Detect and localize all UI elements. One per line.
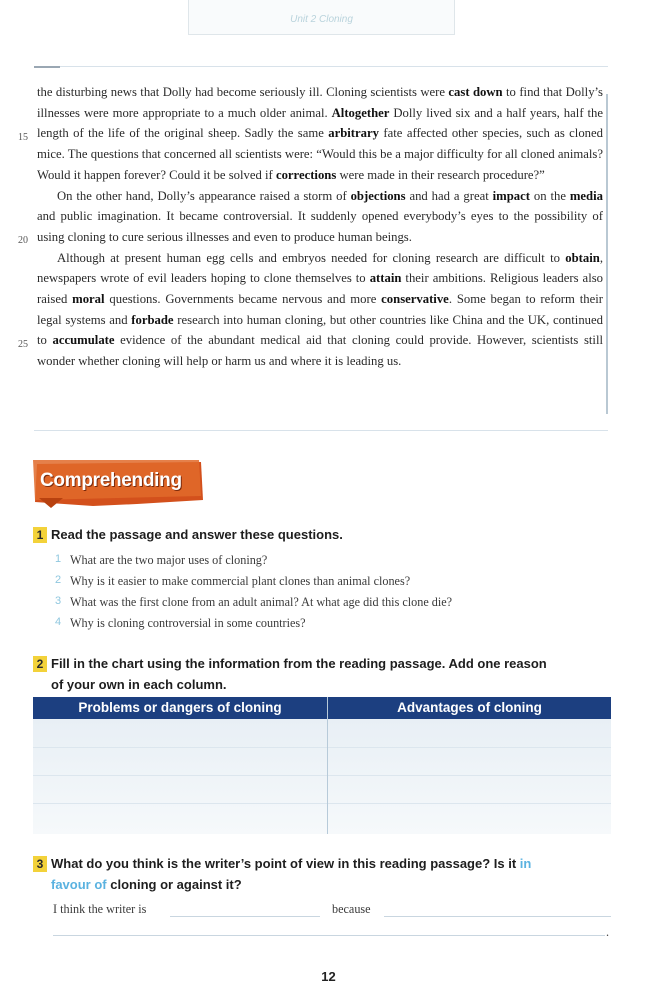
- vocabulary-word: obtain: [565, 250, 600, 265]
- passage-text: the disturbing news that Dolly had become seriously ill. Cloning scientists were: [37, 85, 449, 99]
- chart-answer-area[interactable]: [33, 719, 611, 834]
- item-text: What are the two major uses of cloning?: [70, 553, 268, 567]
- question-number-badge: 2: [33, 656, 47, 672]
- vocabulary-word: objections: [350, 188, 406, 203]
- section-banner-title: Comprehending: [40, 470, 182, 491]
- passage-paragraph: [37, 248, 603, 372]
- passage-text: evidence of the abundant medical aid that cloning could provide. However, scientists still wonder whether cloning will help or harm us and where it is leading us.: [37, 333, 604, 369]
- item-text: Why is cloning controversial in some countries?: [70, 616, 306, 630]
- passage-text: on the: [529, 188, 570, 203]
- passage-text: to find that Dolly’s illnesses were more appropriate to a much older animal.: [37, 85, 603, 120]
- question-number-badge: 1: [33, 527, 47, 543]
- passage-text: fate affected other species, such as cloned mice. The questions that concerned all scientists were: “Would this be a major difficulty for all cloned animals? Would it happen forever? Could it be solved if: [37, 126, 603, 182]
- passage-text: questions. Governments became nervous and more: [104, 292, 382, 307]
- question3-highlight: in: [519, 856, 532, 871]
- vocabulary-word: cast down: [448, 85, 503, 99]
- top-divider-accent: [34, 66, 60, 68]
- vocabulary-word: Altogether: [331, 105, 390, 120]
- margin-bar: [606, 94, 608, 414]
- passage-paragraph: [37, 186, 603, 248]
- question2-prompt-line2: of your own in each column.: [51, 677, 227, 692]
- question3-highlight: favour of: [51, 877, 107, 892]
- answer-blank[interactable]: [384, 916, 611, 917]
- vocabulary-word: impact: [492, 188, 530, 203]
- item-number: 3: [55, 595, 62, 607]
- answer-period: .: [606, 925, 610, 939]
- vocabulary-word: media: [569, 188, 603, 203]
- unit-title: Unit 2 Cloning: [290, 14, 353, 25]
- bottom-divider: [34, 430, 608, 431]
- item-number: 2: [55, 574, 62, 586]
- passage-text: , newspapers wrote of evil leaders hoping to clone themselves to: [37, 250, 603, 286]
- answer-because: because: [332, 902, 371, 916]
- top-divider: [34, 66, 608, 67]
- question-number-badge: 3: [33, 856, 47, 872]
- question3-text: cloning or against it?: [106, 877, 242, 892]
- passage-text: . Some began to reform their legal systems and: [37, 292, 603, 327]
- vocabulary-word: accumulate: [52, 333, 115, 348]
- item-text: Why is it easier to make commercial plant clones than animal clones?: [70, 574, 411, 588]
- page-number: 12: [321, 969, 336, 984]
- passage-text: research into human cloning, but other countries like China and the UK, continued to: [37, 312, 603, 348]
- line-number: 20: [18, 235, 28, 246]
- passage-text: Although at present human egg cells and embryos needed for cloning research are difficult to: [57, 250, 566, 265]
- item-number: 1: [55, 553, 62, 565]
- answer-blank[interactable]: [53, 935, 605, 936]
- cloning-chart: [33, 697, 611, 834]
- chart-rule: [33, 775, 611, 776]
- question1-prompt: Read the passage and answer these questions.: [51, 527, 343, 542]
- chart-header-problems: Problems or dangers of cloning: [78, 700, 282, 715]
- vocabulary-word: arbitrary: [328, 126, 379, 141]
- answer-prompt: I think the writer is: [53, 902, 147, 916]
- reading-passage: [37, 82, 603, 372]
- unit-header-tab: [188, 0, 455, 35]
- question2-prompt-line1: Fill in the chart using the information from the reading passage. Add one reason: [51, 656, 547, 671]
- passage-text: were made in their research procedure?”: [336, 167, 545, 182]
- question3-prompt-line1: [51, 853, 531, 874]
- chart-rule: [33, 747, 611, 748]
- passage-paragraph: [37, 82, 603, 186]
- answer-blank[interactable]: [170, 916, 320, 917]
- vocabulary-word: moral: [72, 292, 105, 307]
- passage-text: Dolly lived six and a half years, half the length of the life of the original sheep. Sadly the same: [37, 105, 604, 141]
- item-text: What was the first clone from an adult animal? At what age did this clone die?: [70, 595, 453, 609]
- question3-prompt-line2: [51, 874, 242, 895]
- vocabulary-word: forbade: [131, 312, 174, 327]
- vocabulary-word: corrections: [275, 167, 337, 182]
- passage-text: their ambitions. Religious leaders also raised: [37, 271, 603, 307]
- item-number: 4: [55, 616, 62, 628]
- passage-text: On the other hand, Dolly’s appearance raised a storm of: [57, 188, 351, 203]
- chart-header-advantages: Advantages of cloning: [397, 700, 542, 715]
- passage-text: and had a great: [405, 188, 493, 203]
- vocabulary-word: conservative: [381, 292, 449, 307]
- question3-text: What do you think is the writer’s point of view in this reading passage? Is it: [51, 856, 520, 871]
- line-number: 25: [18, 339, 28, 350]
- line-number: 15: [18, 132, 28, 143]
- vocabulary-word: attain: [369, 271, 402, 286]
- passage-text: and public imagination. It became controversial. It suddenly opened everybody’s eyes to the possibility of using cloning to cure serious illnesses and even to produce human beings.: [37, 209, 603, 244]
- chart-rule: [33, 803, 611, 804]
